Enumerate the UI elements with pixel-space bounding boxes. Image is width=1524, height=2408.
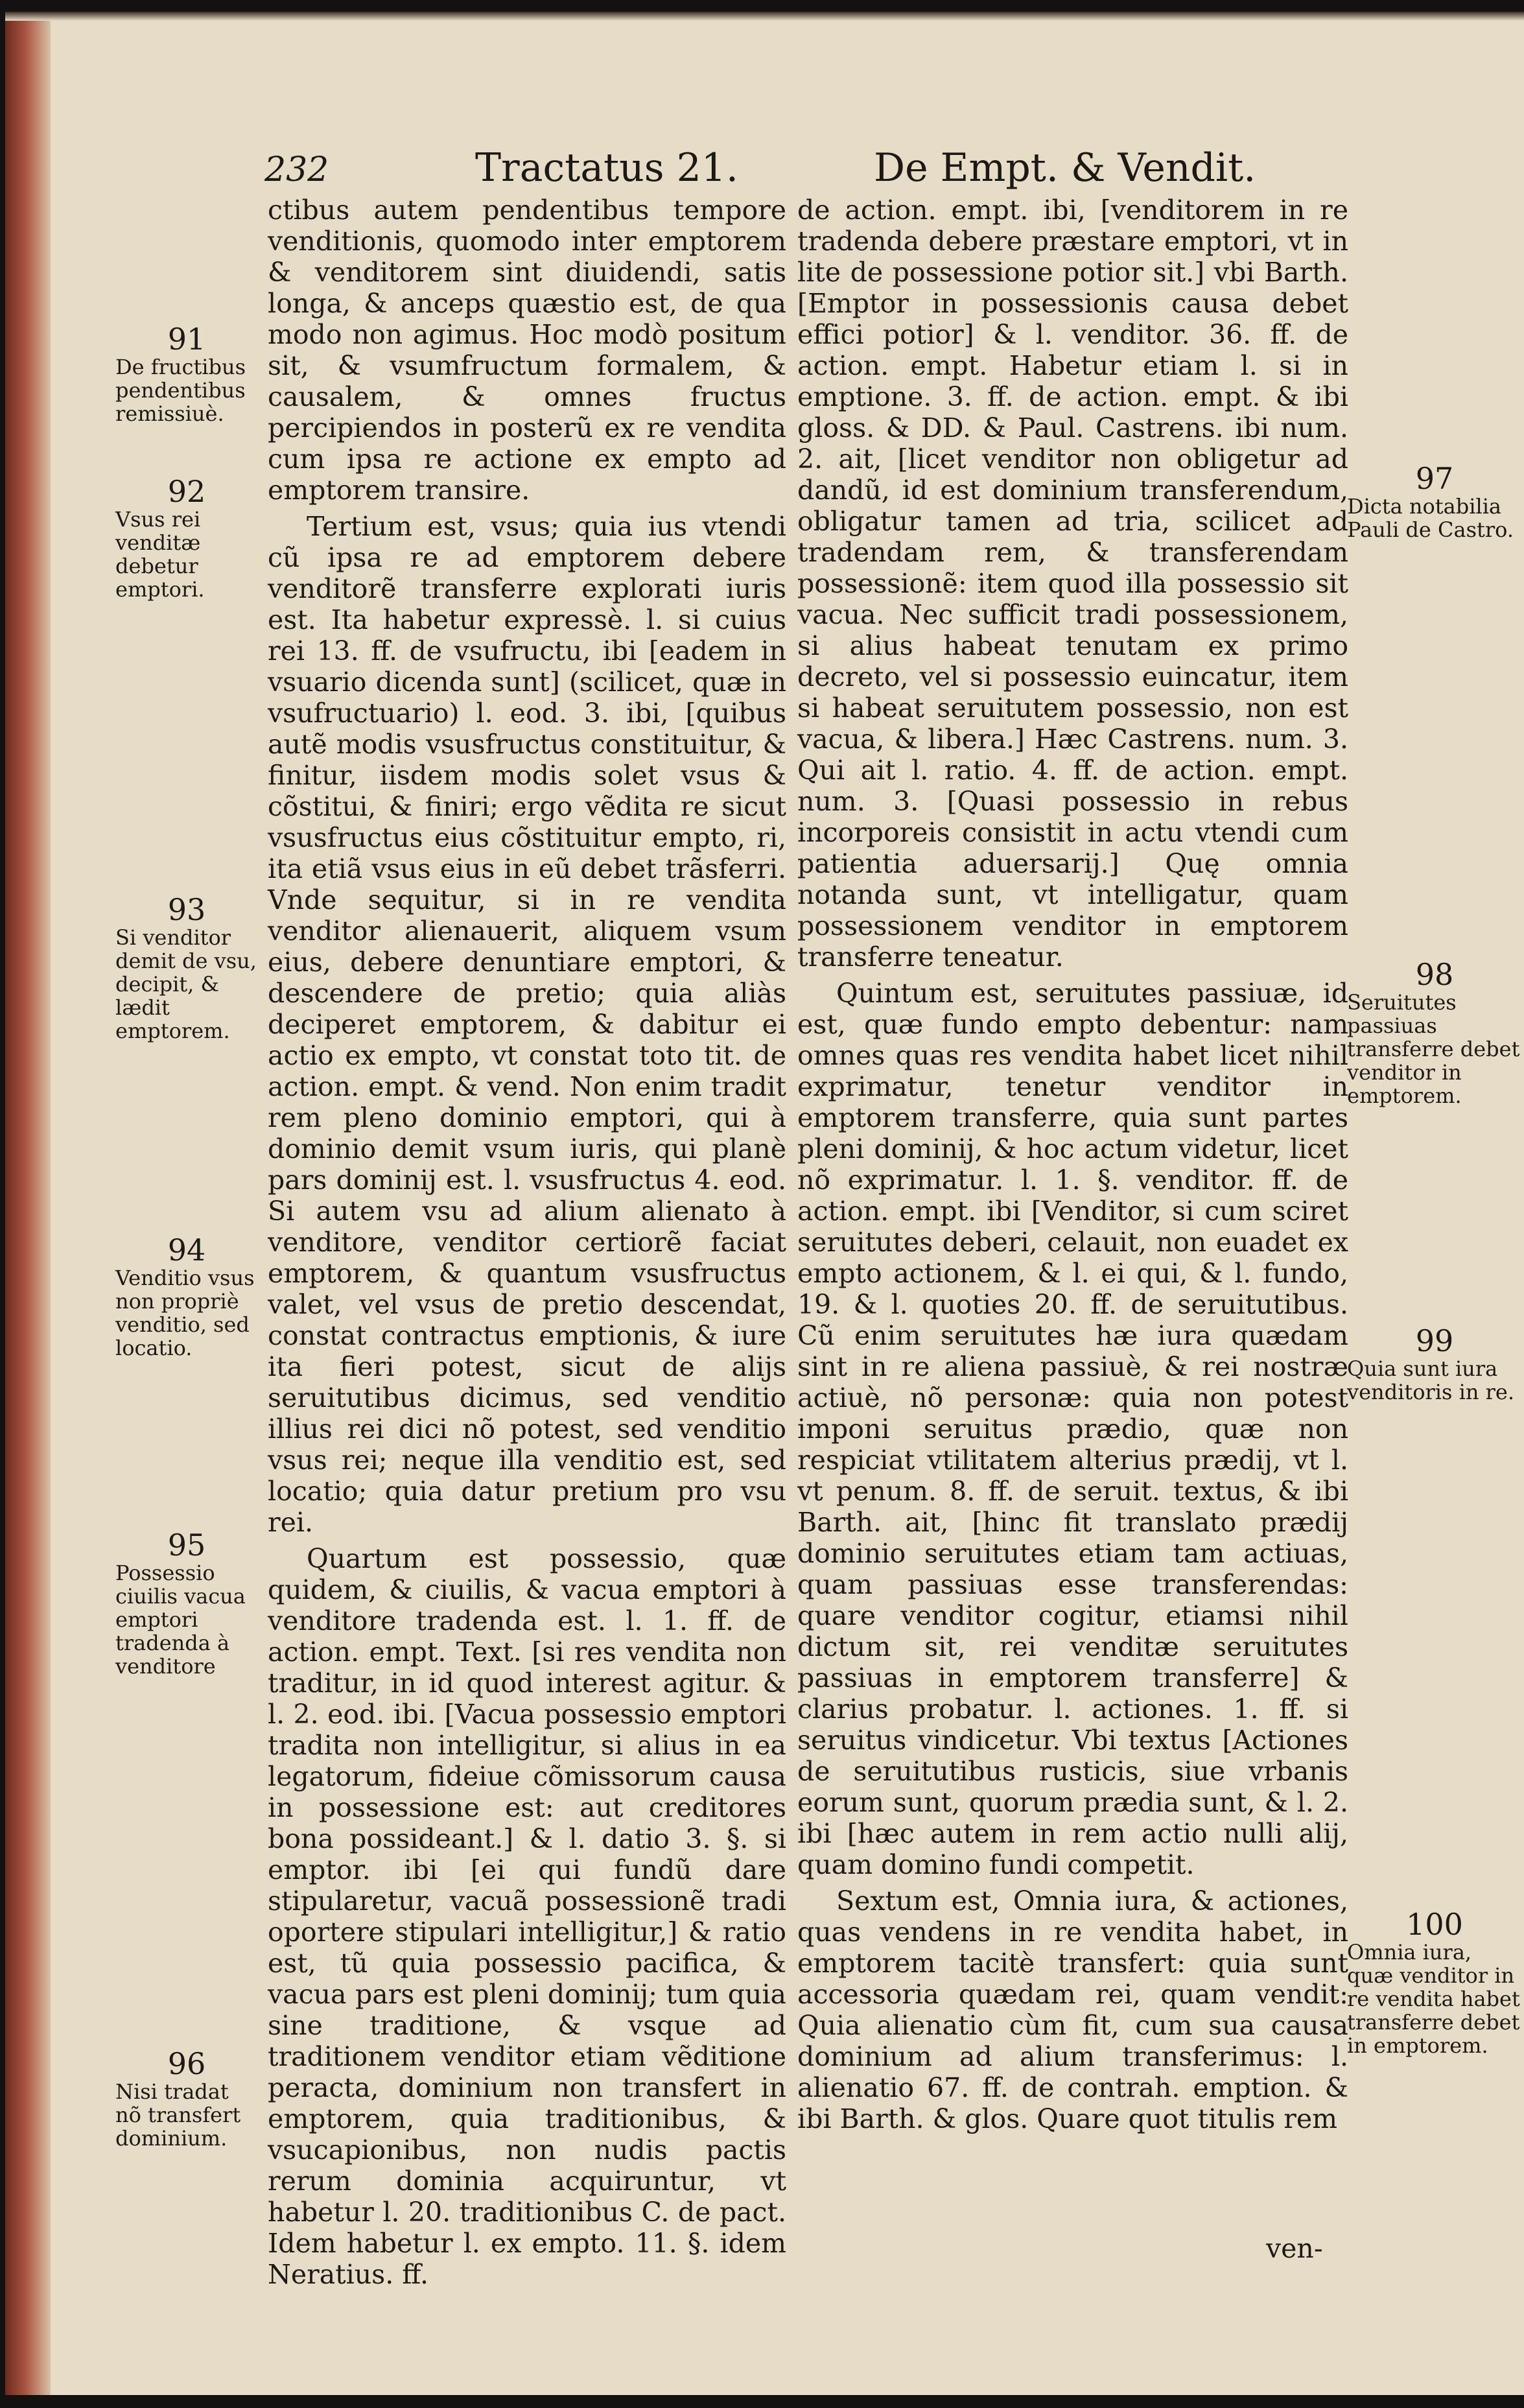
note-text: Seruitutes passiuas transferre debet venditor in emptorem. xyxy=(1347,990,1520,1108)
running-title-left: Tractatus 21. xyxy=(475,145,738,191)
note-text: Dicta notabilia Pauli de Castro. xyxy=(1347,494,1514,542)
note-number: 98 xyxy=(1415,957,1454,992)
right-text-column xyxy=(797,195,1348,2217)
note-number: 97 xyxy=(1415,461,1454,496)
margin-note xyxy=(1347,958,1522,1107)
note-text: Si venditor demit de vsu, decipit, & lædit emptorem. xyxy=(115,925,257,1043)
margin-note xyxy=(115,323,258,425)
note-text: Nisi tradat nõ transfert dominium. xyxy=(115,2079,241,2151)
note-number: 93 xyxy=(167,892,206,927)
note-text: De fructibus pendentibus remissiuè. xyxy=(115,355,246,426)
note-text: Quia sunt iura venditoris in re. xyxy=(1347,1356,1515,1404)
note-number: 91 xyxy=(167,322,206,357)
left-text-column xyxy=(268,195,786,2290)
paragraph: Sextum est, Omnia iura, & actiones, quas vendens in re vendita habet, in emptorem tacitè transfert: quia sunt accessoria quædam rei, quam vendit: Quia alienatio cùm fit, cum sua causa dominium ad alium transferimus: l. alienatio 67. ff. de contrah. emption. & ibi Barth. & glos. Quare quot titulis rem xyxy=(797,1885,1348,2134)
paragraph: Quartum est possessio, quæ quidem, & ciuilis, & vacua emptori à venditore tradenda est. l. 1. ff. de action. empt. Text. [si res vendita non traditur, in id quod interest agitur. & l. 2. eod. ibi. [Vacua possessio emptori tradita non intelligitur, si alius in ea legatorum, fideiue cõmissorum causa in possessione est: aut creditores bona possideant.] & l. datio 3. §. si emptor. ibi [ei qui fundũ dare stipularetur, vacuã possessionẽ tradi oportere stipulari intelligitur,] & ratio est, tũ quia possessio pacifica, & vacua pars est pleni dominij; tum quia sine traditione, & vsque ad traditionem venditor etiam vẽditione peracta, dominium non transfert in emptorem, quia traditionibus, & vsucapionibus, non nudis pactis rerum dominia acquiruntur, vt habetur l. 20. traditionibus C. de pact. Idem habetur l. ex empto. 11. §. idem Neratius. ff. xyxy=(268,1543,786,2290)
note-number: 99 xyxy=(1415,1323,1454,1358)
margin-note xyxy=(1347,462,1522,541)
note-text: Venditio vsus non propriè venditio, sed locatio. xyxy=(115,1266,255,1360)
margin-note xyxy=(115,475,258,601)
margin-note xyxy=(1347,1325,1522,1404)
note-number: 95 xyxy=(167,1528,206,1563)
margin-note xyxy=(115,2048,258,2150)
paragraph: Tertium est, vsus; quia ius vtendi cũ ipsa re ad emptorem debere venditorẽ transferre explorati iuris est. Ita habetur expressè. l. si cuius rei 13. ff. de vsufructu, ibi [eadem in vsuario dicenda sunt] (scilicet, quæ in vsufructuario) l. eod. 3. ibi, [quibus autẽ modis vsusfructus constituitur, & finitur, iisdem modis solet vsus & cõstitui, & finiri; ergo vẽdita re sicut vsusfructus eius cõstituitur empto, ri, ita etiã vsus eius in eũ debet trãsferri. Vnde sequitur, si in re vendita venditor alienauerit, aliquem vsum eius, debere denuntiare emptori, & descendere de pretio; quia aliàs deciperet emptorem, & dabitur ei actio ex empto, vt constat toto tit. de action. empt. & vend. Non enim tradit rem pleno dominio emptori, qui à dominio demit vsum iuris, qui planè pars dominij est. l. vsusfructus 4. eod. Si autem vsu ad alium alienato à venditore, venditor certiorẽ faciat emptorem, & quantum vsusfructus valet, vel vsus de pretio descendat, constat contractus emptionis, & iure ita fieri potest, sicut de alijs seruitutibus dicimus, sed venditio illius rei dici nõ potest, sed venditio vsus rei; neque illa venditio est, sed locatio; quia datur pretium pro vsu rei. xyxy=(268,511,786,1538)
paragraph: de action. empt. ibi, [venditorem in re tradenda debere præstare emptori, vt in lite de possessione potior sit.] vbi Barth. [Emptor in possessionis causa debet effici potior] & l. venditor. 36. ff. de action. empt. Habetur etiam l. si in emptione. 3. ff. de action. empt. & ibi gloss. & DD. & Paul. Castrens. ibi num. 2. ait, [licet venditor non obligetur ad dandũ, id est dominium transferendum, obligatur tamen ad tria, scilicet ad tradendam rem, & transferendam possessionẽ: item quod illa possessio sit vacua. Nec sufficit tradi possessionem, si alius habeat tenutam ex primo decreto, vel si possessio euincatur, item si habeat seruitutem possessio, non est vacua, & libera.] Hæc Castrens. num. 3. Qui ait l. ratio. 4. ff. de action. empt. num. 3. [Quasi possessio in rebus incorporeis consistit in actu vtendi cum patientia aduersarij.] Quę omnia notanda sunt, vt intelligatur, quam possessionem venditor in emptorem transferre teneatur. xyxy=(797,195,1348,973)
margin-note xyxy=(1347,1908,1522,2057)
margin-note xyxy=(115,1234,258,1360)
page-number: 232 xyxy=(264,150,329,189)
note-text: Possessio ciuilis vacua emptori tradenda à venditore xyxy=(115,1561,246,1679)
note-number: 96 xyxy=(167,2046,206,2081)
paragraph: Quintum est, seruitutes passiuæ, id est, quæ fundo empto debentur: nam omnes quas res vendita habet licet nihil exprimatur, tenetur venditor in emptorem transferre, quia sunt partes pleni dominij, & hoc actum videtur, licet nõ exprimatur. l. 1. §. venditor. ff. de action. empt. ibi [Venditor, si cum sciret seruitutes deberi, celauit, non euadet ex empto actionem, & l. ei qui, & l. fundo, 19. & l. quoties 20. ff. de seruitutibus. Cũ enim seruitutes hæ iura quædam sint in re aliena passiuè, & rei nostræ actiuè, nõ personæ: quia non potest imponi seruitus prædio, quæ non respiciat vtilitatem alterius prædij, vt l. vt penum. 8. ff. de seruit. textus, & ibi Barth. ait, [hinc fit translato prædij dominio seruitutes etiam tam actiuas, quam passiuas esse transferendas: quare venditor cogitur, etiamsi nihil dictum sit, rei venditæ seruitutes passiuas in emptorem transferre] & clarius probatur. l. actiones. 1. ff. si seruitus vindicetur. Vbi textus [Actiones de seruitutibus rusticis, siue vrbanis eorum sunt, quorum prædia sunt, & l. 2. ibi [hæc autem in rem actio nulli alij, quam domino fundi competit. xyxy=(797,978,1348,1880)
note-number: 100 xyxy=(1406,1907,1463,1942)
paragraph: ctibus autem pendentibus tempore venditionis, quomodo inter emptorem & venditorem sint diuidendi, satis longa, & anceps quæstio est, de qua modo non agimus. Hoc modò positum sit, & vsumfructum formalem, & causalem, & omnes fructus percipiendos in posterũ ex re vendita cum ipsa re actione ex empto ad emptorem transire. xyxy=(268,195,786,506)
margin-note xyxy=(115,893,258,1043)
note-text: Vsus rei venditæ debetur emptori. xyxy=(115,507,205,602)
note-number: 94 xyxy=(167,1233,206,1268)
margin-note xyxy=(115,1529,258,1678)
page-edge-top xyxy=(5,12,1524,21)
running-header xyxy=(5,141,1524,193)
catchword: ven- xyxy=(1266,2233,1323,2264)
book-page xyxy=(5,12,1524,2395)
note-text: Omnia iura, quæ venditor in re vendita habet transferre debet in emptorem. xyxy=(1347,1940,1520,2058)
page-edge-red xyxy=(5,12,51,2395)
note-number: 92 xyxy=(167,474,206,509)
running-title-right: De Empt. & Vendit. xyxy=(874,145,1256,191)
